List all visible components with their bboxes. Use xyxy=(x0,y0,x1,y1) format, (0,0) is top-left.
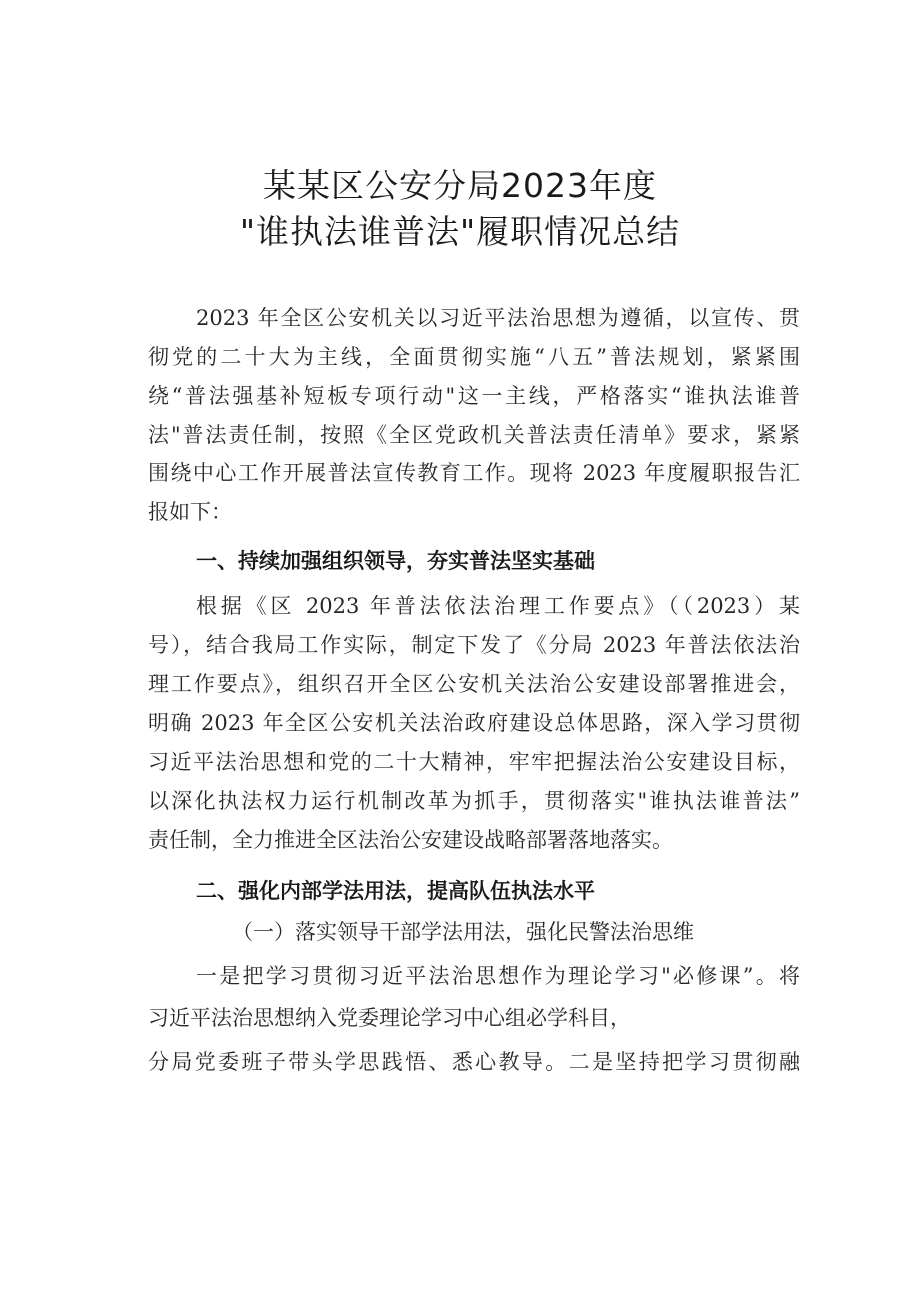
section-1-line: 号），结合我局工作实际，制定下发了《分局 2023 年普法依法治 xyxy=(148,633,800,657)
section-2-subheading: （一）落实领导干部学法用法，强化民警法治思维 xyxy=(232,920,694,944)
intro-line: 法"普法责任制，按照《全区党政机关普法责任清单》要求，紧紧 xyxy=(148,423,800,447)
document-title-line-2: "谁执法谁普法"履职情况总结 xyxy=(239,212,681,251)
section-2-line: 分局党委班子带头学思践悟、悉心教导。二是坚持把学习贯彻融 xyxy=(148,1050,800,1074)
intro-line: 彻党的二十大为主线，全面贯彻实施“八五”普法规划，紧紧围 xyxy=(148,345,800,369)
section-1-line: 习近平法治思想和党的二十大精神，牢牢把握法治公安建设目标， xyxy=(148,750,800,774)
section-1-line: 根据《区 2023 年普法依法治理工作要点》（（2023）某 xyxy=(196,594,800,618)
section-2-line: 习近平法治思想纳入党委理论学习中心组必学科目， xyxy=(148,1006,631,1030)
intro-line: 2023 年全区公安机关以习近平法治思想为遵循，以宣传、贯 xyxy=(196,306,800,330)
document-title-line-1: 某某区公安分局2023年度 xyxy=(263,166,657,205)
section-1-line: 以深化执法权力运行机制改革为抓手，贯彻落实"谁执法谁普法” xyxy=(148,789,800,813)
intro-line: 报如下： xyxy=(148,500,232,524)
section-2-line: 一是把学习贯彻习近平法治思想作为理论学习"必修课”。将 xyxy=(196,964,800,988)
intro-line: 绕“普法强基补短板专项行动"这一主线，严格落实“谁执法谁普 xyxy=(148,384,800,408)
intro-line: 围绕中心工作开展普法宣传教育工作。现将 2023 年度履职报告汇 xyxy=(148,461,800,485)
section-2-heading: 二、强化内部学法用法，提高队伍执法水平 xyxy=(196,879,595,903)
section-1-line: 明确 2023 年全区公安机关法治政府建设总体思路，深入学习贯彻 xyxy=(148,711,800,735)
section-1-line: 理工作要点》，组织召开全区公安机关法治公安建设部署推进会， xyxy=(148,672,800,696)
section-1-heading: 一、持续加强组织领导，夯实普法坚实基础 xyxy=(196,549,595,573)
section-1-line: 责任制，全力推进全区法治公安建设战略部署落地落实。 xyxy=(148,828,673,852)
